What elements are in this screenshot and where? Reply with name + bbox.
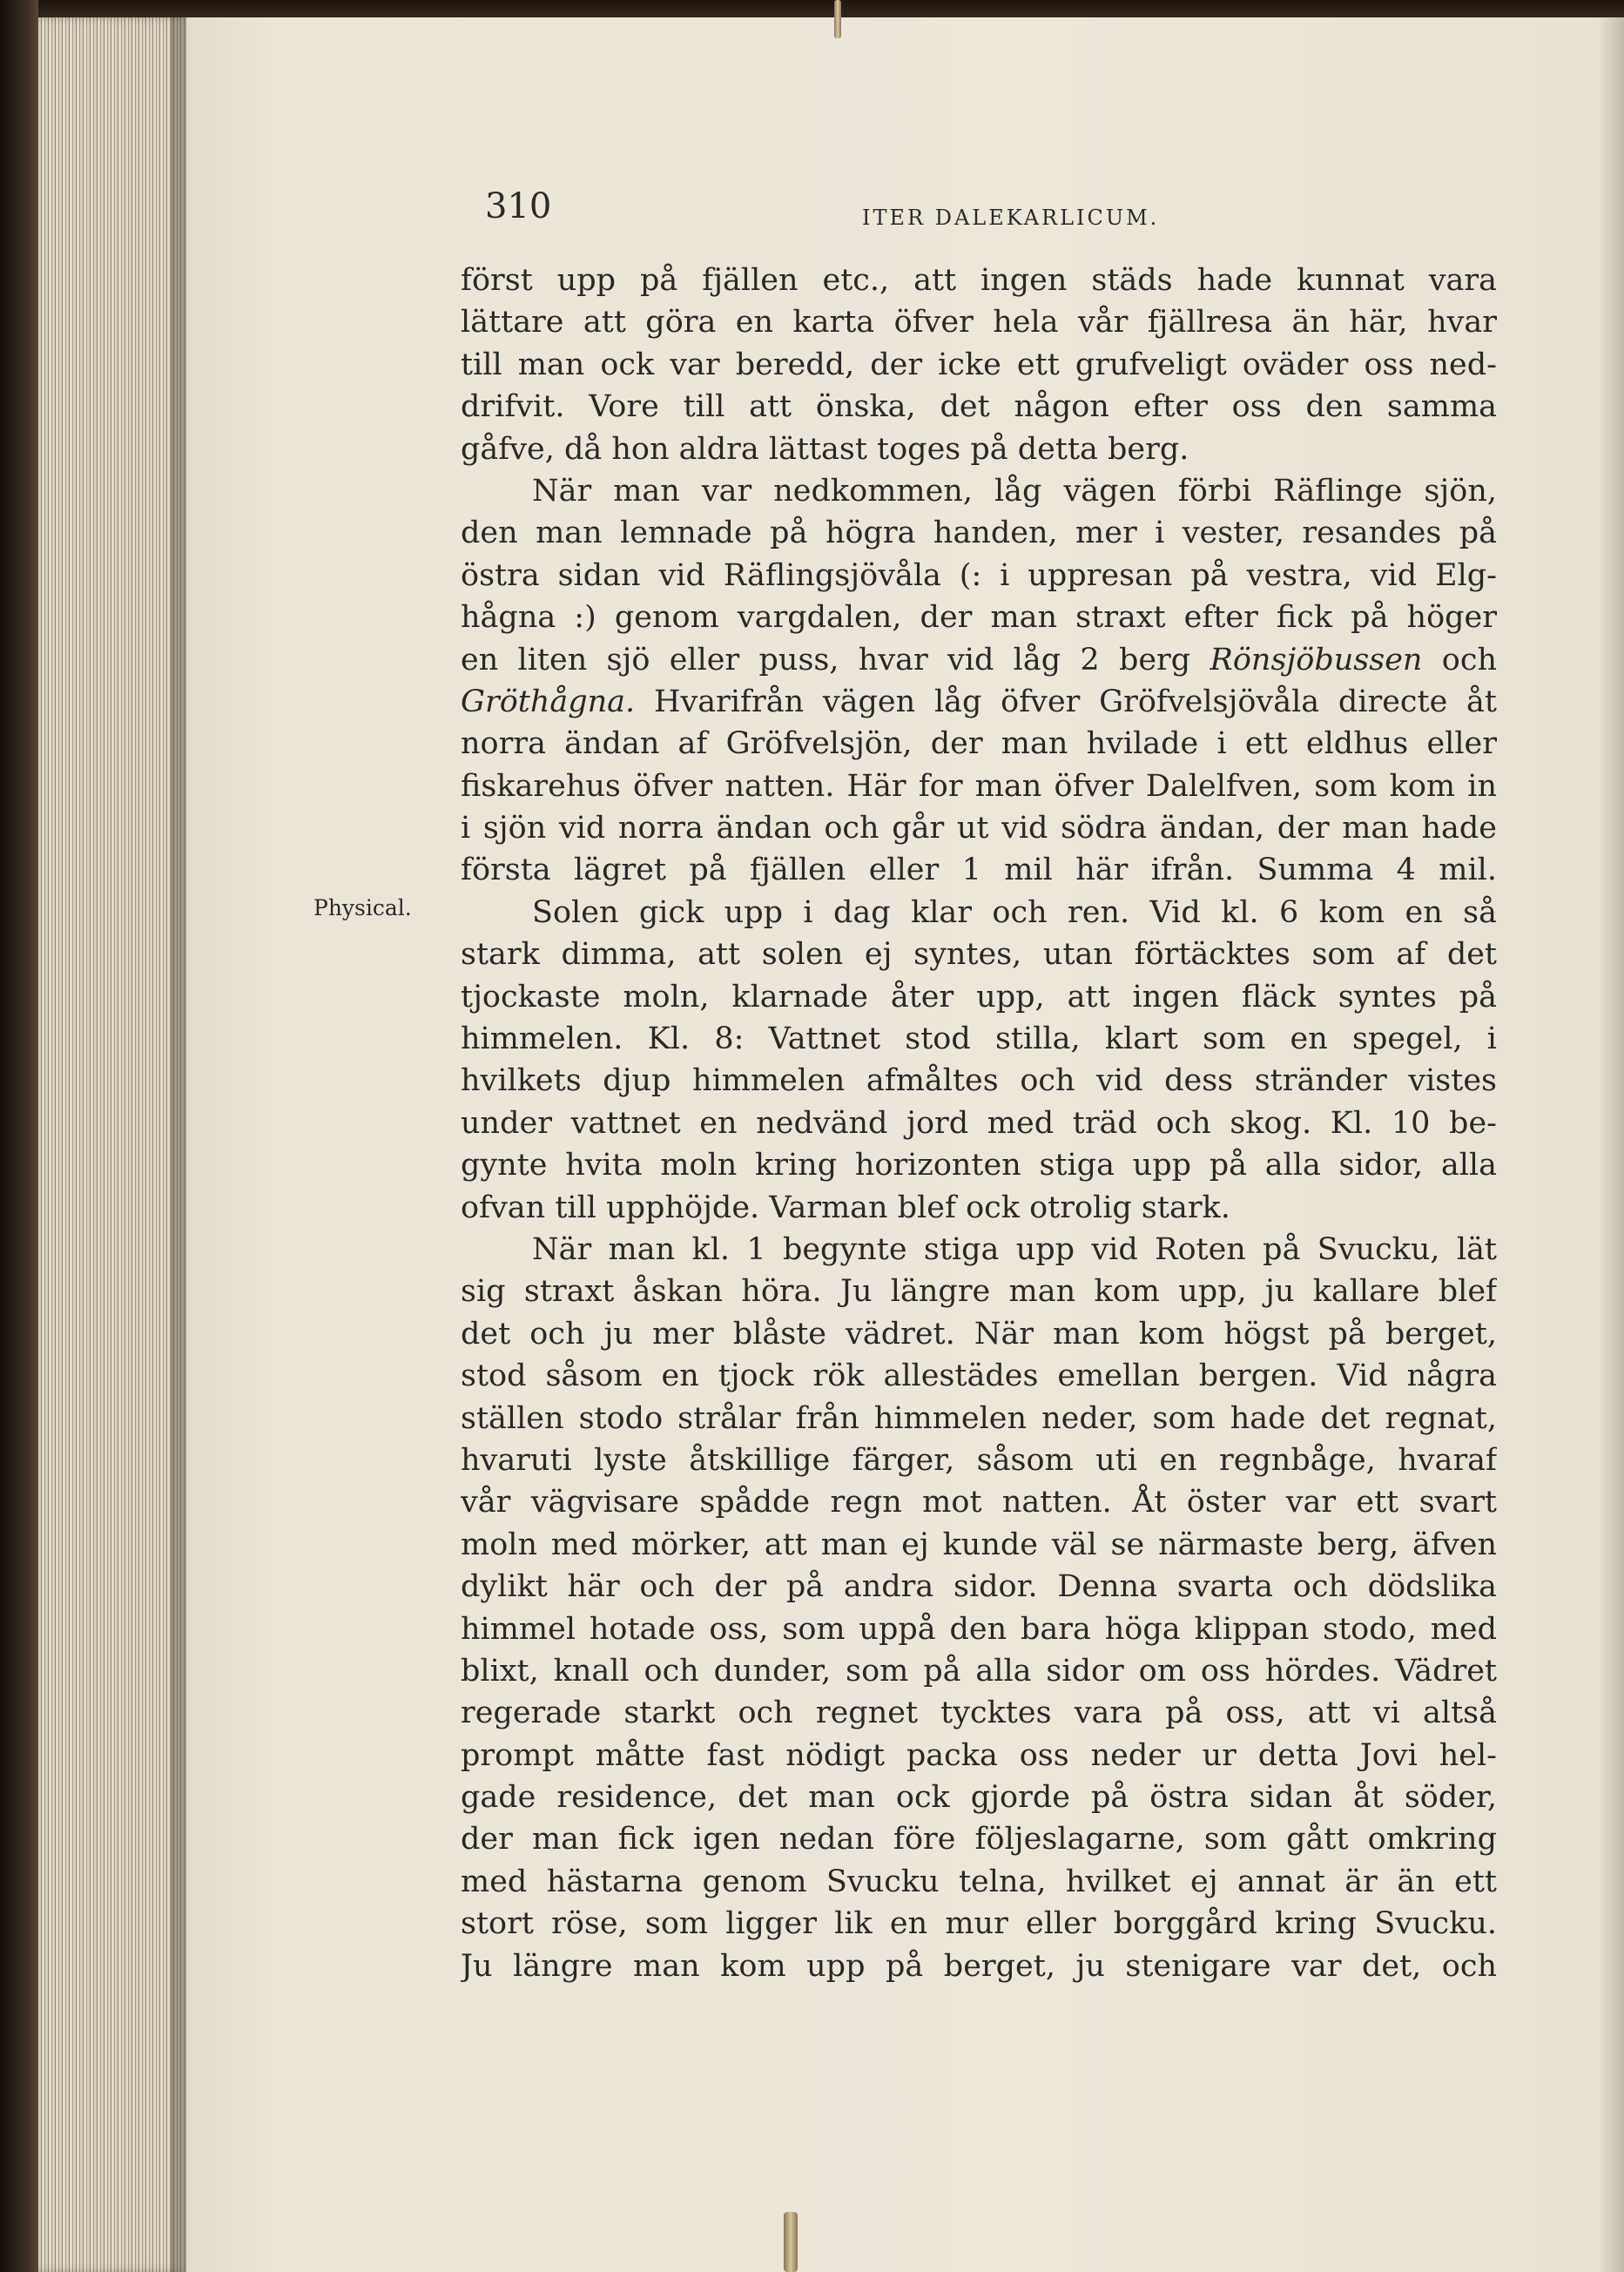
text-line-mixed — [461, 639, 1497, 681]
text-line: himmel hotade oss, som uppå den bara höga klippan stodo, med — [461, 1611, 1497, 1647]
place-name-italic: Rönsjöbussen — [1210, 642, 1423, 678]
text-line: gåfve, då hon aldra lättast toges på detta berg. — [461, 431, 1189, 467]
text-line: först upp på fjällen etc., att ingen städs hade kunnat vara — [461, 263, 1497, 298]
text-line: den man lemnade på högra handen, mer i vester, resandes på — [461, 516, 1497, 551]
text-line: stort röse, som ligger lik en mur eller borggård kring Svucku. — [461, 1906, 1497, 1942]
text-fragment: och — [1441, 642, 1497, 678]
text-line: himmelen. Kl. 8: Vattnet stod stilla, klart som en spegel, i — [461, 1021, 1497, 1057]
text-line: lättare att göra en karta öfver hela vår fjällresa än här, hvar — [461, 305, 1497, 340]
text-line: prompt måtte fast nödigt packa oss neder ur detta Jovi hel- — [461, 1737, 1497, 1773]
binding-thread-top — [834, 0, 841, 38]
text-line: När man var nedkommen, låg vägen förbi Räflinge sjön, — [532, 473, 1497, 509]
text-line: Ju längre man kom upp på berget, ju stenigare var det, och — [461, 1948, 1497, 1984]
text-line: östra sidan vid Räflingsjövåla (: i uppresan på vestra, vid Elg- — [461, 557, 1497, 593]
text-line: stod såsom en tjock rök allestädes emellan bergen. Vid några — [461, 1358, 1497, 1394]
stacked-page-edges — [38, 17, 186, 2272]
binding-thread-bottom — [784, 2212, 798, 2272]
text-line: under vattnet en nedvänd jord med träd och skog. Kl. 10 be- — [461, 1105, 1497, 1141]
text-fragment: Hvarifrån vägen låg öfver Gröfvelsjövåla directe åt — [653, 684, 1497, 719]
text-line: sig straxt åskan höra. Ju längre man kom upp, ju kallare blef — [461, 1274, 1497, 1310]
text-line: med hästarna genom Svucku telna, hvilket ej annat är än ett — [461, 1864, 1497, 1899]
text-line: vår vägvisare spådde regn mot natten. Åt öster var ett svart — [461, 1485, 1497, 1520]
text-line: dylikt här och der på andra sidor. Denna svarta och dödslika — [461, 1569, 1497, 1605]
text-line: regerade starkt och regnet tycktes vara på oss, att vi altså — [461, 1696, 1497, 1731]
text-line: gade residence, det man ock gjorde på östra sidan åt söder, — [461, 1780, 1497, 1816]
text-line: blixt, knall och dunder, som på alla sidor om oss hördes. Vädret — [461, 1653, 1497, 1689]
page-header — [0, 186, 1624, 239]
text-line: När man kl. 1 begynte stiga upp vid Roten på Svucku, lät — [532, 1231, 1497, 1267]
text-line: der man fick igen nedan före följeslagarne, som gått omkring — [461, 1822, 1497, 1857]
text-line: moln med mörker, att man ej kunde väl se närmaste berg, äfven — [461, 1527, 1497, 1562]
text-line-mixed — [461, 681, 1497, 723]
text-line: Solen gick upp i dag klar och ren. Vid kl. 6 kom en så — [532, 894, 1497, 930]
running-title: ITER DALEKARLICUM. — [862, 206, 1160, 230]
text-line: ofvan till upphöjde. Varman blef ock otrolig stark. — [461, 1190, 1230, 1225]
text-line: gynte hvita moln kring horizonten stiga upp på alla sidor, alla — [461, 1148, 1497, 1183]
text-line: tjockaste moln, klarnade åter upp, att ingen fläck syntes på — [461, 979, 1497, 1015]
text-fragment: en liten sjö eller puss, hvar vid låg 2 berg — [461, 642, 1191, 678]
text-line: fiskarehus öfver natten. Här for man öfver Dalelfven, som kom in — [461, 768, 1497, 804]
book-spine — [0, 0, 38, 2272]
body-text — [461, 260, 1497, 1987]
text-line: hvaruti lyste åtskillige färger, såsom uti en regnbåge, hvaraf — [461, 1442, 1497, 1478]
text-line: ställen stodo strålar från himmelen neder, som hade det regnat, — [461, 1400, 1497, 1436]
margin-note: Physical. — [313, 895, 412, 920]
text-line: drifvit. Vore till att önska, det någon efter oss den samma — [461, 389, 1497, 425]
text-line: stark dimma, att solen ej syntes, utan förtäcktes som af det — [461, 937, 1497, 973]
text-line: första lägret på fjällen eller 1 mil här ifrån. Summa 4 mil. — [461, 853, 1497, 888]
text-line: hvilkets djup himmelen afmåltes och vid dess stränder vistes — [461, 1063, 1497, 1099]
text-line: till man ock var beredd, der icke ett grufveligt oväder oss ned- — [461, 347, 1497, 382]
text-line: norra ändan af Gröfvelsjön, der man hvilade i ett eldhus eller — [461, 726, 1497, 762]
place-name-italic: Gröthågna. — [461, 684, 636, 719]
page-edge-shade — [1598, 17, 1624, 2272]
text-line: hågna :) genom vargdalen, der man straxt efter fick på höger — [461, 600, 1497, 636]
page-number: 310 — [485, 186, 552, 226]
text-line: i sjön vid norra ändan och går ut vid södra ändan, der man hade — [461, 811, 1497, 846]
text-line: det och ju mer blåste vädret. När man kom högst på berget, — [461, 1316, 1497, 1352]
